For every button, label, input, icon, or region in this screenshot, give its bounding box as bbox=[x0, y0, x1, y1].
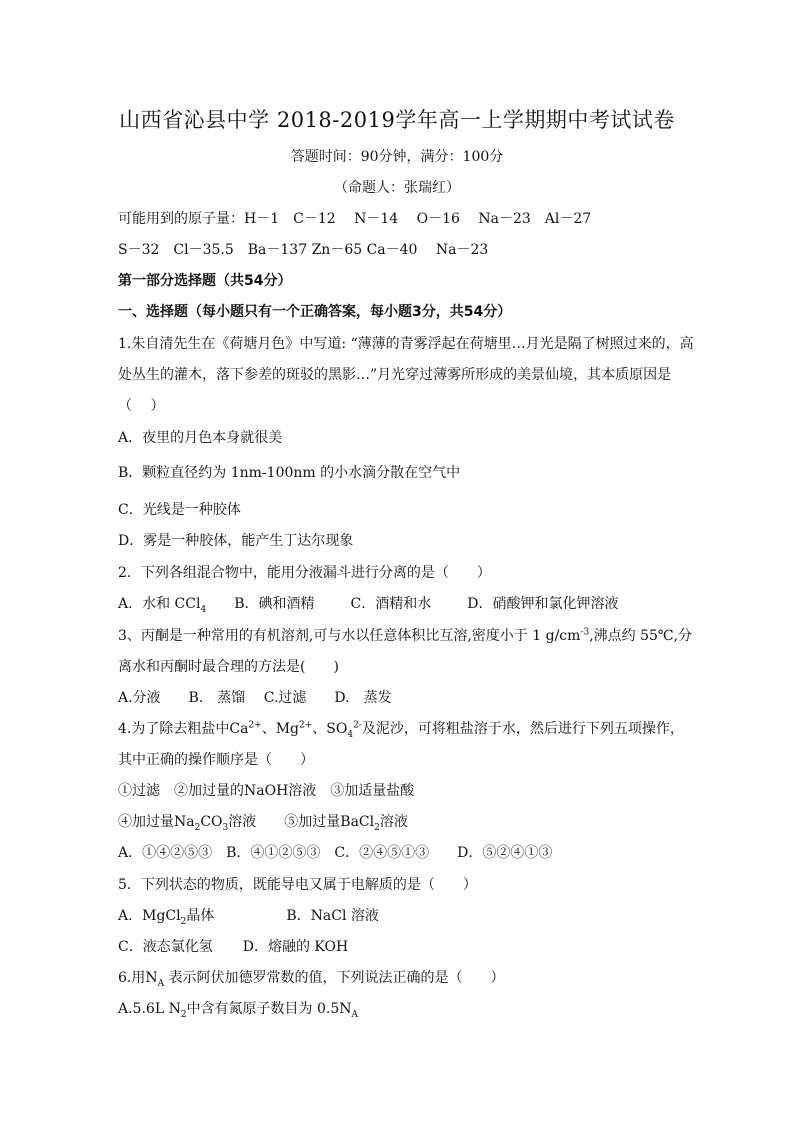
q3-stem-line2: 离水和丙酮时最合理的方法是( ) bbox=[118, 659, 339, 675]
exam-author: （命题人：张瑞红） bbox=[334, 180, 460, 196]
q5-option-a: A．MgCl$_2$晶体 bbox=[118, 908, 215, 927]
exam-time-info: 答题时间：90分钟，满分：100分 bbox=[290, 149, 504, 165]
exam-title: 山西省沁县中学 2018-2019学年高一上学期期中考试试卷 bbox=[119, 108, 675, 132]
q2-option-b: B．碘和酒精 bbox=[234, 596, 315, 612]
q3-options: A.分液 B. 蒸馏 C.过滤 D. 蒸发 bbox=[118, 690, 392, 706]
q6-option-a: A.5.6L $N_2$中含有氮原子数目为 $0.5N_A$ bbox=[118, 1001, 359, 1020]
q1-option-c: C．光线是一种胶体 bbox=[118, 502, 241, 518]
q2-stem: 2．下列各组混合物中，能用分液漏斗进行分离的是（ ） bbox=[118, 565, 491, 581]
atomic-mass-line-2: S－32 Cl－35.5 Ba－137 Zn－65 Ca－40 Na－23 bbox=[118, 242, 489, 258]
part1-heading: 第一部分选择题（共54分） bbox=[118, 273, 292, 289]
q1-option-a: A．夜里的月色本身就很美 bbox=[118, 430, 283, 446]
q4-options: A．①④②⑤③ B．④①②⑤③ C．②④⑤①③ D．⑤②④①③ bbox=[118, 845, 553, 861]
q1-stem-line1: 1.朱自清先生在《荷塘月色》中写道: “薄薄的青雾浮起在荷塘里…月光是隔了树照过来的，高 bbox=[118, 336, 694, 352]
q3-stem-line1: 3、丙酮是一种常用的有机溶剂,可与水以任意体积比互溶,密度小于 1 $g/cm^{-3}$,沸点约 55℃,分 bbox=[118, 627, 693, 644]
q1-stem-line2: 处丛生的灌木，落下参差的斑驳的黑影…”月光穿过薄雾所形成的美景仙境，其本质原因是 bbox=[118, 367, 672, 383]
q4-operations-2: ④加过量$Na_2CO_3$溶液 ⑤加过量BaCl$_2$溶液 bbox=[118, 814, 408, 833]
q5-options-row2 bbox=[118, 936, 348, 956]
q5-options-row1 bbox=[118, 905, 379, 927]
q5-stem: 5．下列状态的物质，既能导电又属于电解质的是（ ） bbox=[118, 877, 477, 893]
q1-option-d: D．雾是一种胶体，能产生丁达尔现象 bbox=[118, 533, 354, 549]
q1-option-b: B．颗粒直径约为 1nm-100nm 的小水滴分散在空气中 bbox=[118, 465, 461, 481]
q4-operations-1: ①过滤 ②加过量的NaOH溶液 ③加适量盐酸 bbox=[118, 783, 415, 799]
q2-option-d: D．硝酸钾和氯化钾溶液 bbox=[467, 596, 619, 612]
q4-stem-line1: 4.为了除去粗盐中$Ca^{2+}$、$Mg^{2+}$、$SO_4^{2-}$及泥沙，可将粗盐溶于水，然后进行下列五项操作， bbox=[118, 720, 684, 740]
q4-stem-line2: 其中正确的操作顺序是（ ） bbox=[118, 752, 314, 768]
atomic-mass-line-1: 可能用到的原子量：H－1 C－12 N－14 O－16 Na－23 Al－27 bbox=[118, 211, 592, 227]
q2-options bbox=[118, 593, 618, 615]
q2-option-a: A．水和 CCl$_4$ bbox=[118, 596, 207, 615]
q5-option-d: D．熔融的 KOH bbox=[242, 939, 349, 955]
q5-option-c: C．液态氯化氢 bbox=[118, 939, 213, 955]
section1-heading: 一、选择题（每小题只有一个正确答案，每小题3分，共54分） bbox=[118, 304, 512, 320]
q5-option-b: B．NaCl 溶液 bbox=[286, 908, 379, 924]
q1-stem-line3: （ ） bbox=[118, 398, 165, 414]
q6-stem: 6.用$N_A$ 表示阿伏加德罗常数的值，下列说法正确的是（ ） bbox=[118, 970, 505, 989]
q2-option-c: C．酒精和水 bbox=[350, 596, 432, 612]
